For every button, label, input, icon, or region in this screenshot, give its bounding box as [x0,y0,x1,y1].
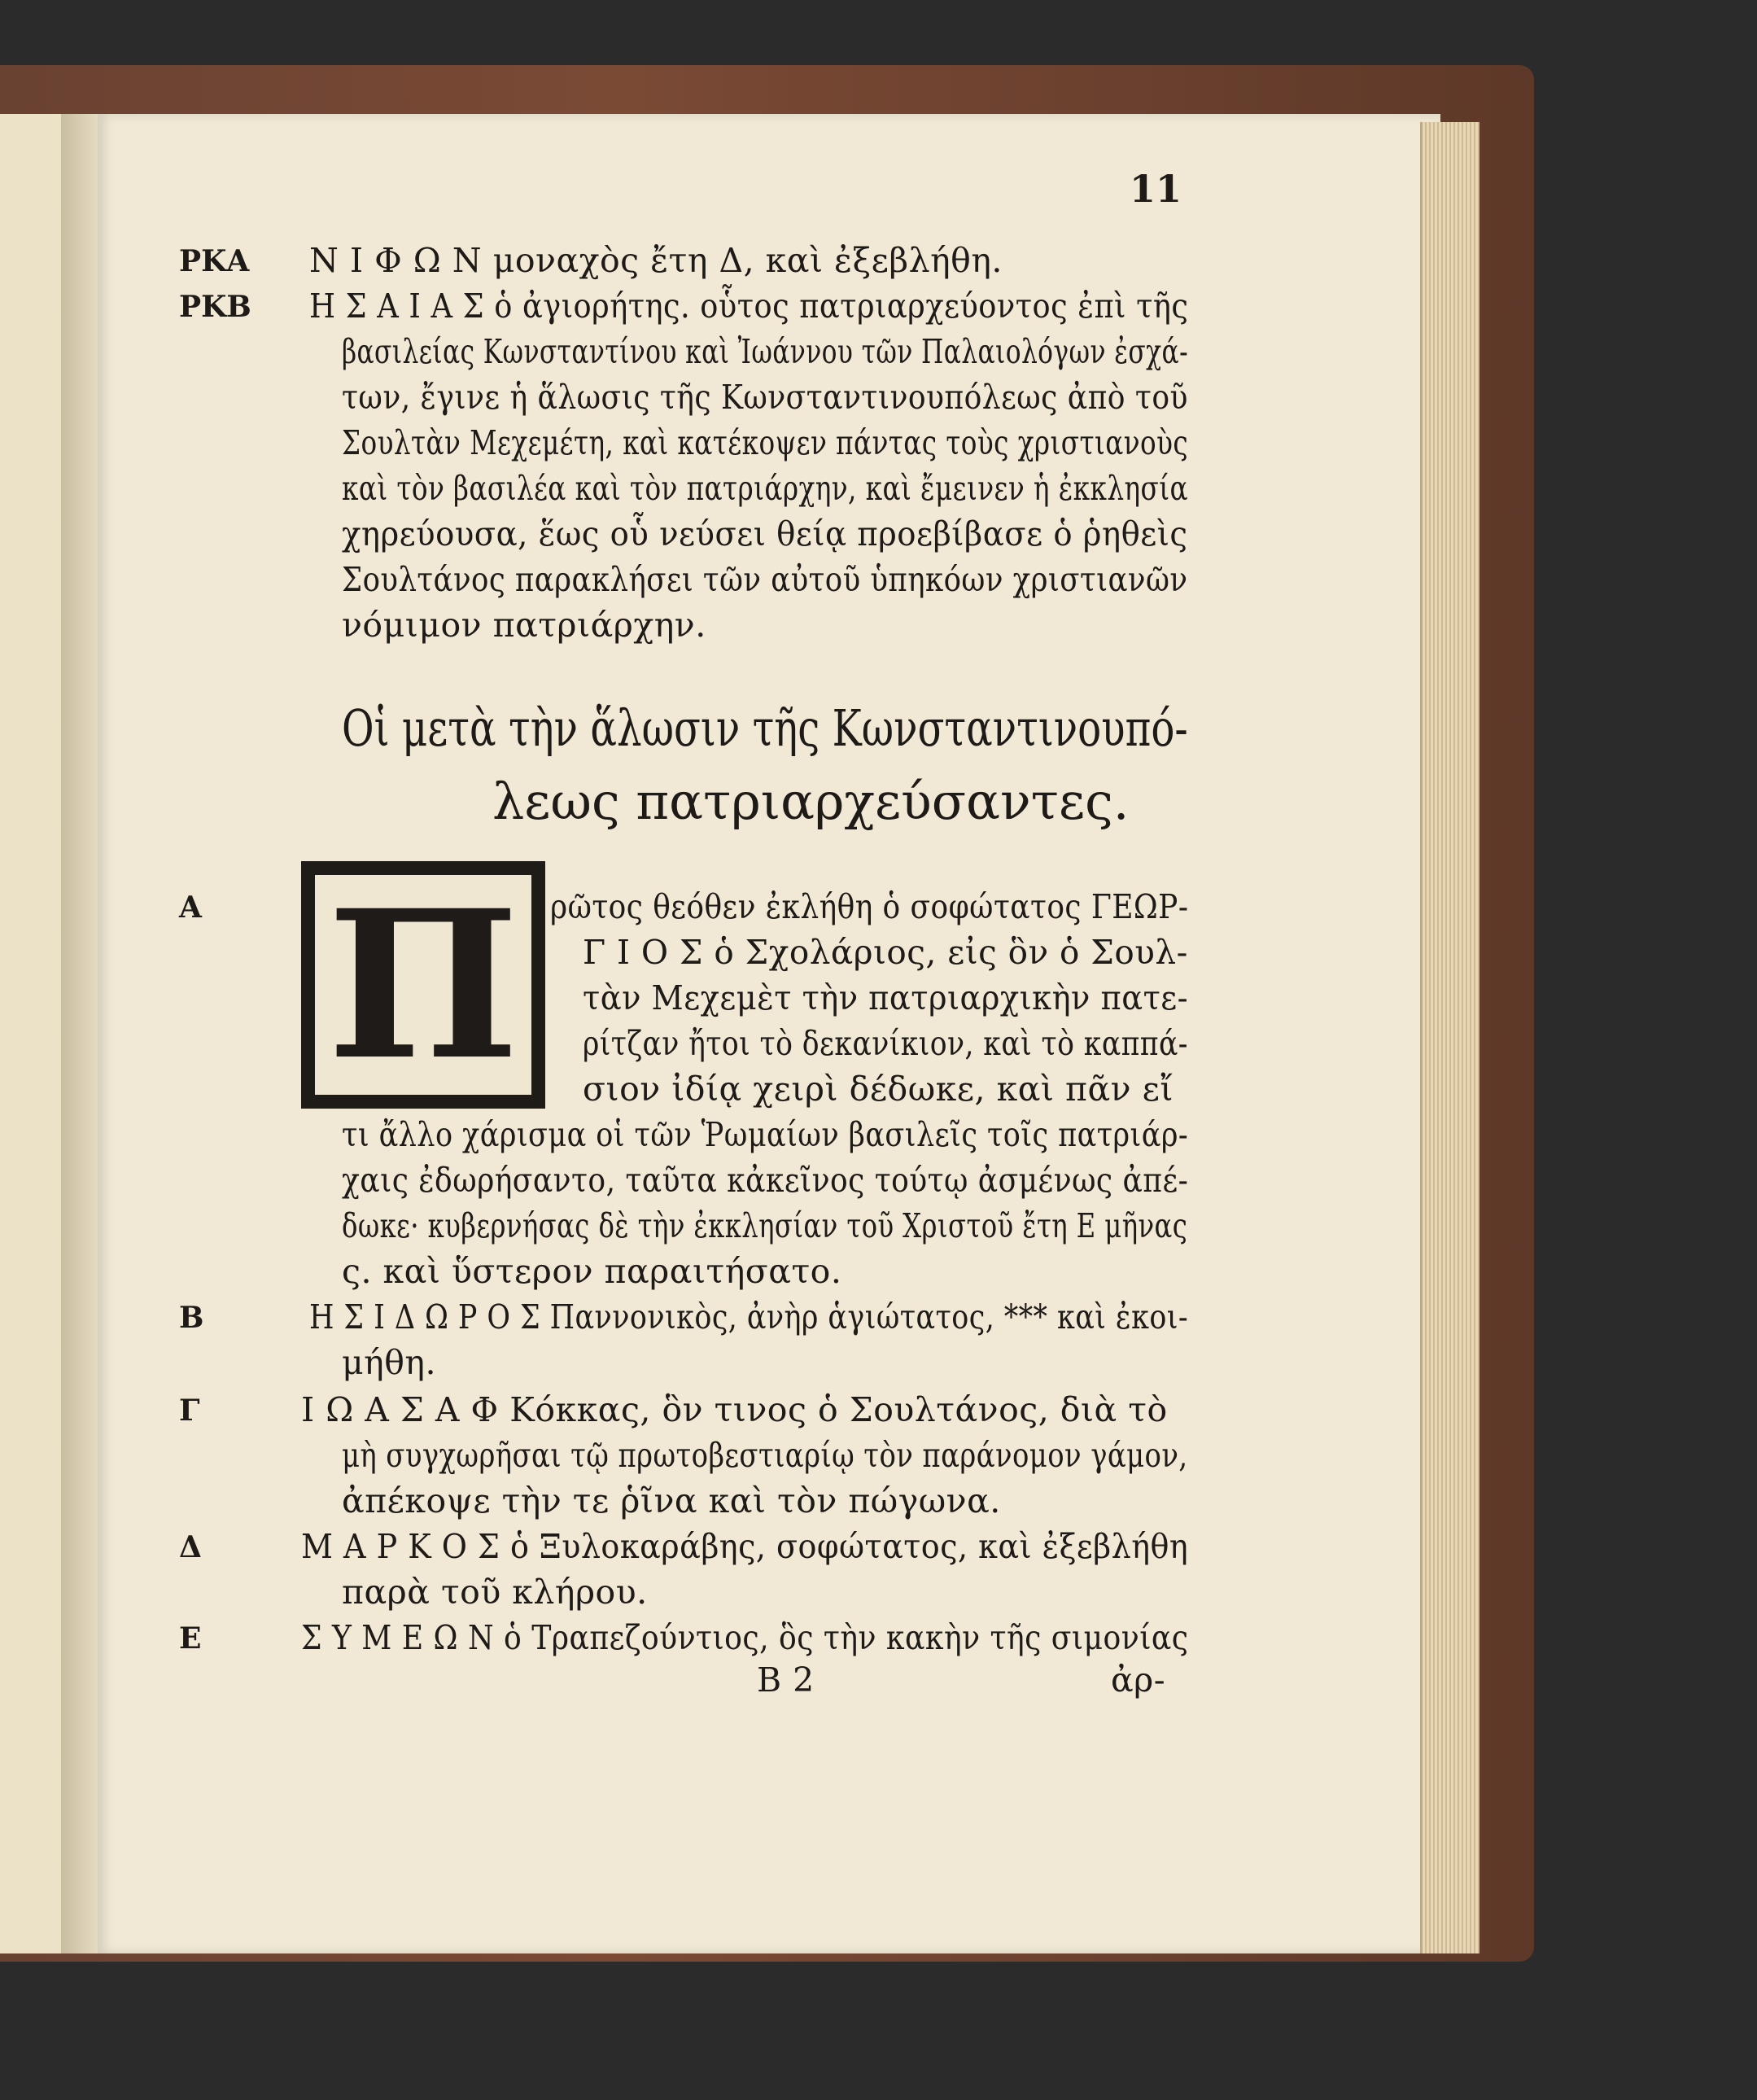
entry-text-line: χαις ἐδωρήσαντο, ταῦτα κἀκεῖνος τούτῳ ἀσμένως ἀπέ- [342,1161,1189,1200]
entry-text-line: Σουλτὰν Μεχεμέτη, καὶ κατέκοψεν πάντας τοὺς χριστιανοὺς [342,423,1189,462]
entry-text-line: Η Σ Ι Δ Ω Ρ Ο Σ Παννονικὸς, ἀνὴρ ἁγιώτατος, *** καὶ ἐκοι- [309,1297,1189,1337]
section-heading-line: Οἱ μετὰ τὴν ἅλωσιν τῆς Κωνσταντινουπό- [342,698,1188,758]
entry-text-line: Ι Ω Α Σ Α Φ Κόκκας, ὃν τινος ὁ Σουλτάνος, διὰ τὸ [301,1390,1168,1429]
entry-text-line: Γ Ι Ο Σ ὁ Σχολάριος, εἰς ὃν ὁ Σουλ- [583,933,1188,972]
decorated-initial [301,861,545,1109]
entry-text-line: καὶ τὸν βασιλέα καὶ τὸν πατριάρχην, καὶ ἔμεινεν ἡ ἐκκλησία [342,469,1188,508]
page-edges [1420,122,1479,1953]
entry-number: Γ [179,1393,200,1428]
entry-number: Α [179,890,202,925]
entry-text-line: τὰν Μεχεμὲτ τὴν πατριαρχικὴν πατε- [583,978,1189,1017]
catchword: ἀρ- [1111,1660,1166,1700]
entry-number: Δ [179,1530,202,1564]
entry-text-line: ἀπέκοψε τὴν τε ῥῖνα καὶ τὸν πώγωνα. [342,1481,1001,1520]
entry-text-line: Ν Ι Φ Ω Ν μοναχὸς ἔτη Δ, καὶ ἐξεβλήθη. [309,241,1003,280]
entry-text-line: Η Σ Α Ι Α Σ ὁ ἀγιορήτης. οὗτος πατριαρχεύοντος ἐπὶ τῆς [309,287,1189,326]
entry-number: Β [179,1301,204,1335]
initial-frame [313,865,534,1105]
entry-text-line: βασιλείας Κωνσταντίνου καὶ Ἰωάννου τῶν Παλαιολόγων ἐσχά- [342,332,1189,371]
entry-text-line: μὴ συγχωρῆσαι τῷ πρωτοβεστιαρίῳ τὸν παράνομον γάμον, [342,1436,1188,1475]
entry-text-line: μήθη. [342,1343,436,1382]
entry-text-line: δωκε· κυβερνήσας δὲ τὴν ἐκκλησίαν τοῦ Χριστοῦ ἔτη Ε μῆνας [342,1206,1188,1245]
entry-text-line: Σ Υ Μ Ε Ω Ν ὁ Τραπεζούντιος, ὃς τὴν κακὴν τῆς σιμονίας [301,1618,1189,1657]
left-page-fragment [0,114,66,1953]
entry-number: Ε [179,1621,202,1656]
entry-text-line: Σουλτάνος παρακλήσει τῶν αὐτοῦ ὑπηκόων χριστιανῶν [342,560,1188,599]
entry-text-line: παρὰ τοῦ κλήρου. [342,1573,648,1612]
entry-text-line: των, ἔγινε ἡ ἅλωσις τῆς Κωνσταντινουπόλεως ἀπὸ τοῦ [342,378,1188,417]
printer-signature: B 2 [757,1660,815,1700]
entry-number: ΡΚΒ [179,290,251,324]
entry-text-line: τι ἄλλο χάρισμα οἱ τῶν Ῥωμαίων βασιλεῖς τοῖς πατριάρ- [342,1115,1189,1154]
entry-text-line: ρῶτος θεόθεν ἐκλήθη ὁ σοφώτατος ΓΕΩΡ- [550,887,1189,926]
entry-text-line: ς. καὶ ὕστερον παραιτήσατο. [342,1252,842,1291]
entry-text-line: ρίτζαν ἤτοι τὸ δεκανίκιον, καὶ τὸ καππά- [583,1024,1188,1063]
entry-text-line: νόμιμον πατριάρχην. [342,606,706,645]
page-number: 11 [1130,167,1182,211]
section-heading-line: λεως πατριαρχεύσαντες. [492,772,1130,831]
initial-letter: Π [326,865,520,1105]
entry-number: ΡΚΑ [179,244,250,278]
entry-text-line: χηρεύουσα, ἕως οὗ νεύσει θείᾳ προεβίβασε ὁ ῥηθεὶς [342,514,1188,553]
entry-text-line: Μ Α Ρ Κ Ο Σ ὁ Ξυλοκαράβης, σοφώτατος, καὶ ἐξεβλήθη [301,1527,1189,1566]
entry-text-line: σιον ἰδίᾳ χειρὶ δέδωκε, καὶ πᾶν εἴ [583,1070,1174,1109]
